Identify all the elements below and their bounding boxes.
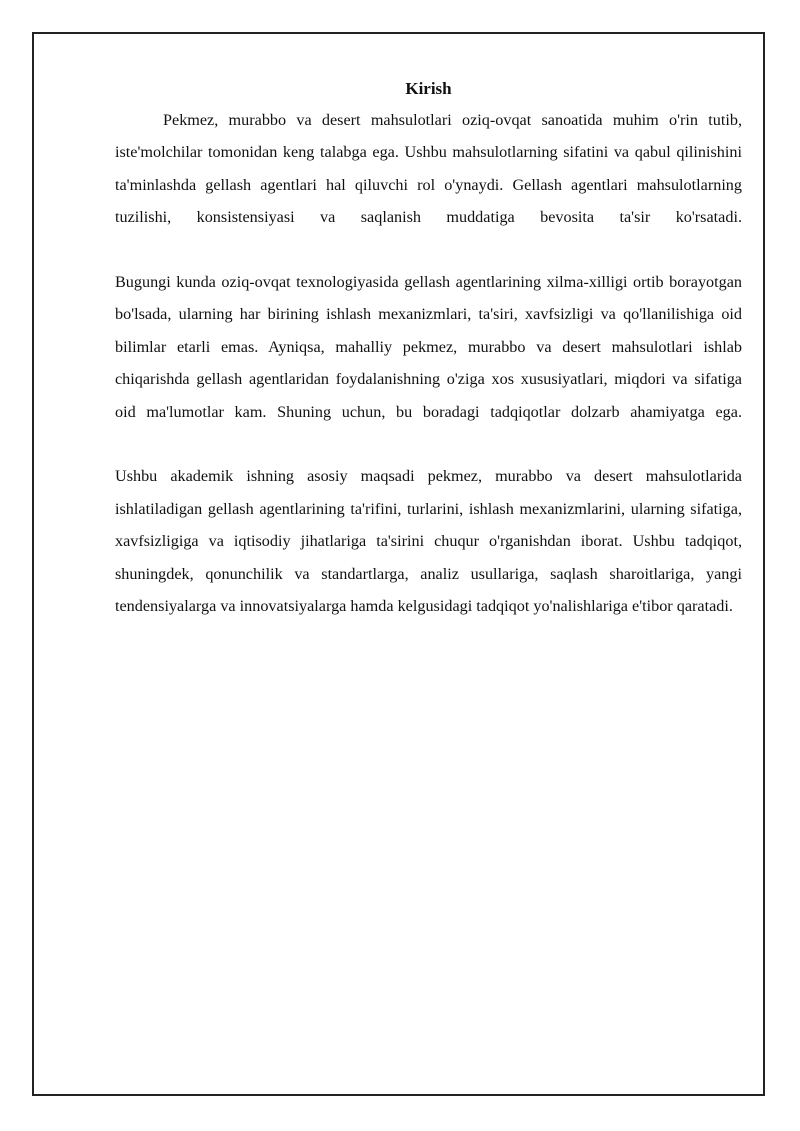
paragraph-spacer: [115, 428, 742, 460]
paragraph-3: Ushbu akademik ishning asosiy maqsadi pekmez, murabbo va desert mahsulotlarida ishlatiladigan gellash agentlarining ta'rifini, turlarini, ishlash mexanizmlarini, ularning sifatiga, xavfsizligiga va iqtisodiy jihatlariga ta'sirini chuqur o'rganishdan iborat. Ushbu tadqiqot, shuningdek, qonunchilik va standartlarga, analiz usullariga, saqlash sharoitlariga, yangi tendensiyalarga va innovatsiyalarga hamda kelgusidagi tadqiqot yo'nalishlariga e'tibor qaratadi.: [115, 467, 742, 616]
paragraph-1: Pekmez, murabbo va desert mahsulotlari oziq-ovqat sanoatida muhim o'rin tutib, iste'molchilar tomonidan keng talabga ega. Ushbu mahsulotlarning sifatini va qabul qilinishini ta'minlashda gellash agentlari hal qiluvchi rol o'ynaydi. Gellash agentlari mahsulotlarning tuzilishi, konsistensiyasi va saqlanish muddatiga bevosita ta'sir ko'rsatadi.: [115, 111, 742, 227]
paragraph-2: Bugungi kunda oziq-ovqat texnologiyasida gellash agentlarining xilma-xilligi ortib borayotgan bo'lsada, ularning har birining ishlash mexanizmlari, ta'siri, xavfsizligi va qo'llanilishiga oid bilimlar etarli emas. Ayniqsa, mahalliy pekmez, murabbo va desert mahsulotlari ishlab chiqarishda gellash agentlaridan foydalanishning o'ziga xos xususiyatlari, miqdori va sifatiga oid ma'lumotlar kam. Shuning uchun, bu boradagi tadqiqotlar dolzarb ahamiyatga ega.: [115, 273, 742, 421]
document-title: Kirish: [405, 79, 452, 98]
document-body: [115, 74, 742, 622]
paragraph-spacer: [115, 234, 742, 266]
